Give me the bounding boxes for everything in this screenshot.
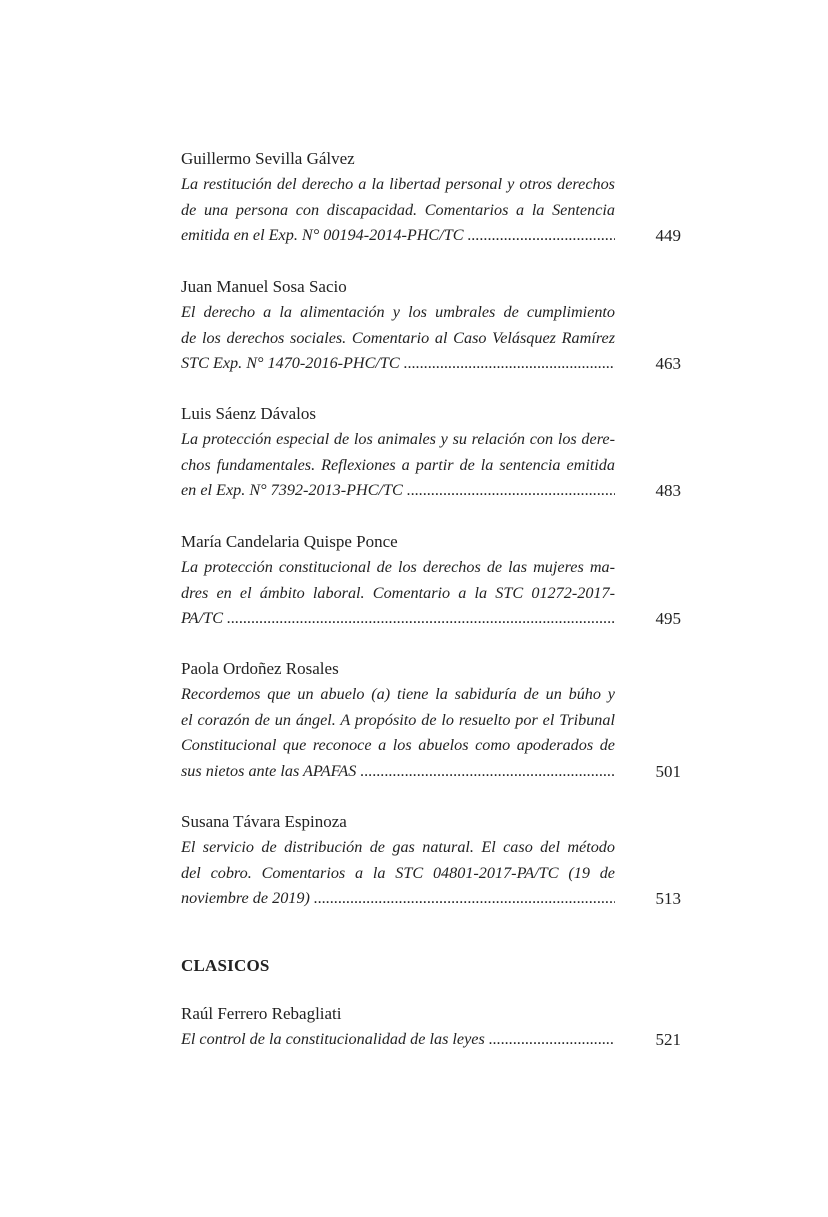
entry-title-line: dres en el ámbito laboral. Comentario a la STC 01272-2017- xyxy=(181,583,615,602)
entry-author: Guillermo Sevilla Gálvez xyxy=(181,149,355,168)
entry-author: Paola Ordoñez Rosales xyxy=(181,659,339,678)
entry-last-line xyxy=(181,606,681,632)
entry-title-line: de los derechos sociales. Comentario al Caso Velásquez Ramírez xyxy=(181,328,615,347)
entry-page-number[interactable]: 495 xyxy=(655,609,681,629)
entry-page-number[interactable]: 513 xyxy=(655,889,681,909)
entry-author: Raúl Ferrero Rebagliati xyxy=(181,1004,342,1023)
entry-last-line xyxy=(181,478,681,504)
entry-title-line-leader: en el Exp. N° 7392-2013-PHC/TC ..... xyxy=(181,478,615,504)
entry-author: Susana Távara Espinoza xyxy=(181,812,347,831)
entry-title-line: La protección constitucional de los derechos de las mujeres ma- xyxy=(181,558,615,576)
entry-last-line xyxy=(181,1027,681,1053)
entry-last-line xyxy=(181,886,681,912)
entry-author: María Candelaria Quispe Ponce xyxy=(181,532,398,551)
entry-page-number[interactable]: 483 xyxy=(655,481,681,501)
entry-title-line: de una persona con discapacidad. Comentarios a la Sentencia xyxy=(181,200,615,219)
entry-title-line-leader: emitida en el Exp. N° 00194-2014-PHC/TC ..... xyxy=(181,223,615,249)
entry-title-line-leader: sus nietos ante las APAFAS ..... xyxy=(181,759,615,785)
entry-title-line: Recordemos que un abuelo (a) tiene la sabiduría de un búho y xyxy=(181,685,615,703)
section-heading: CLASICOS xyxy=(181,956,270,975)
toc-entry[interactable] xyxy=(181,146,681,249)
entry-page-number[interactable]: 463 xyxy=(655,354,681,374)
entry-title-line: El derecho a la alimentación y los umbrales de cumplimiento xyxy=(181,303,615,321)
entry-title-line-leader: PA/TC ..... xyxy=(181,606,615,632)
entry-title-line: La protección especial de los animales y su relación con los dere- xyxy=(181,430,615,448)
toc-entry[interactable] xyxy=(181,809,681,912)
entry-author: Luis Sáenz Dávalos xyxy=(181,404,317,423)
entry-title-line: chos fundamentales. Reflexiones a partir de la sentencia emitida xyxy=(181,455,615,474)
entry-title-line: el corazón de un ángel. A propósito de lo resuelto por el Tribunal xyxy=(181,710,615,729)
entry-title-line-leader: El control de la constitucionalidad de las leyes ..... xyxy=(181,1027,615,1053)
entry-title-line: El servicio de distribución de gas natural. El caso del método xyxy=(181,838,615,856)
entry-title-line: del cobro. Comentarios a la STC 04801-2017-PA/TC (19 de xyxy=(181,863,615,882)
entry-author: Juan Manuel Sosa Sacio xyxy=(181,277,347,296)
entry-last-line xyxy=(181,759,681,785)
toc-entry[interactable] xyxy=(181,401,681,504)
toc-entry[interactable] xyxy=(181,1001,681,1053)
toc-entry[interactable] xyxy=(181,529,681,632)
entry-title-line-leader: noviembre de 2019) ..... xyxy=(181,886,615,912)
toc-entry[interactable] xyxy=(181,274,681,377)
entry-page-number[interactable]: 521 xyxy=(655,1030,681,1049)
toc-entry[interactable] xyxy=(181,656,681,784)
entry-title-line: Constitucional que reconoce a los abuelos como apoderados de xyxy=(181,736,615,755)
entry-title-line: La restitución del derecho a la libertad personal y otros derechos xyxy=(181,175,615,193)
entry-page-number[interactable]: 449 xyxy=(655,226,681,246)
entry-title-line-leader: STC Exp. N° 1470-2016-PHC/TC ..... xyxy=(181,351,615,377)
entry-last-line xyxy=(181,351,681,377)
entry-page-number[interactable]: 501 xyxy=(655,761,681,781)
entry-last-line xyxy=(181,223,681,249)
